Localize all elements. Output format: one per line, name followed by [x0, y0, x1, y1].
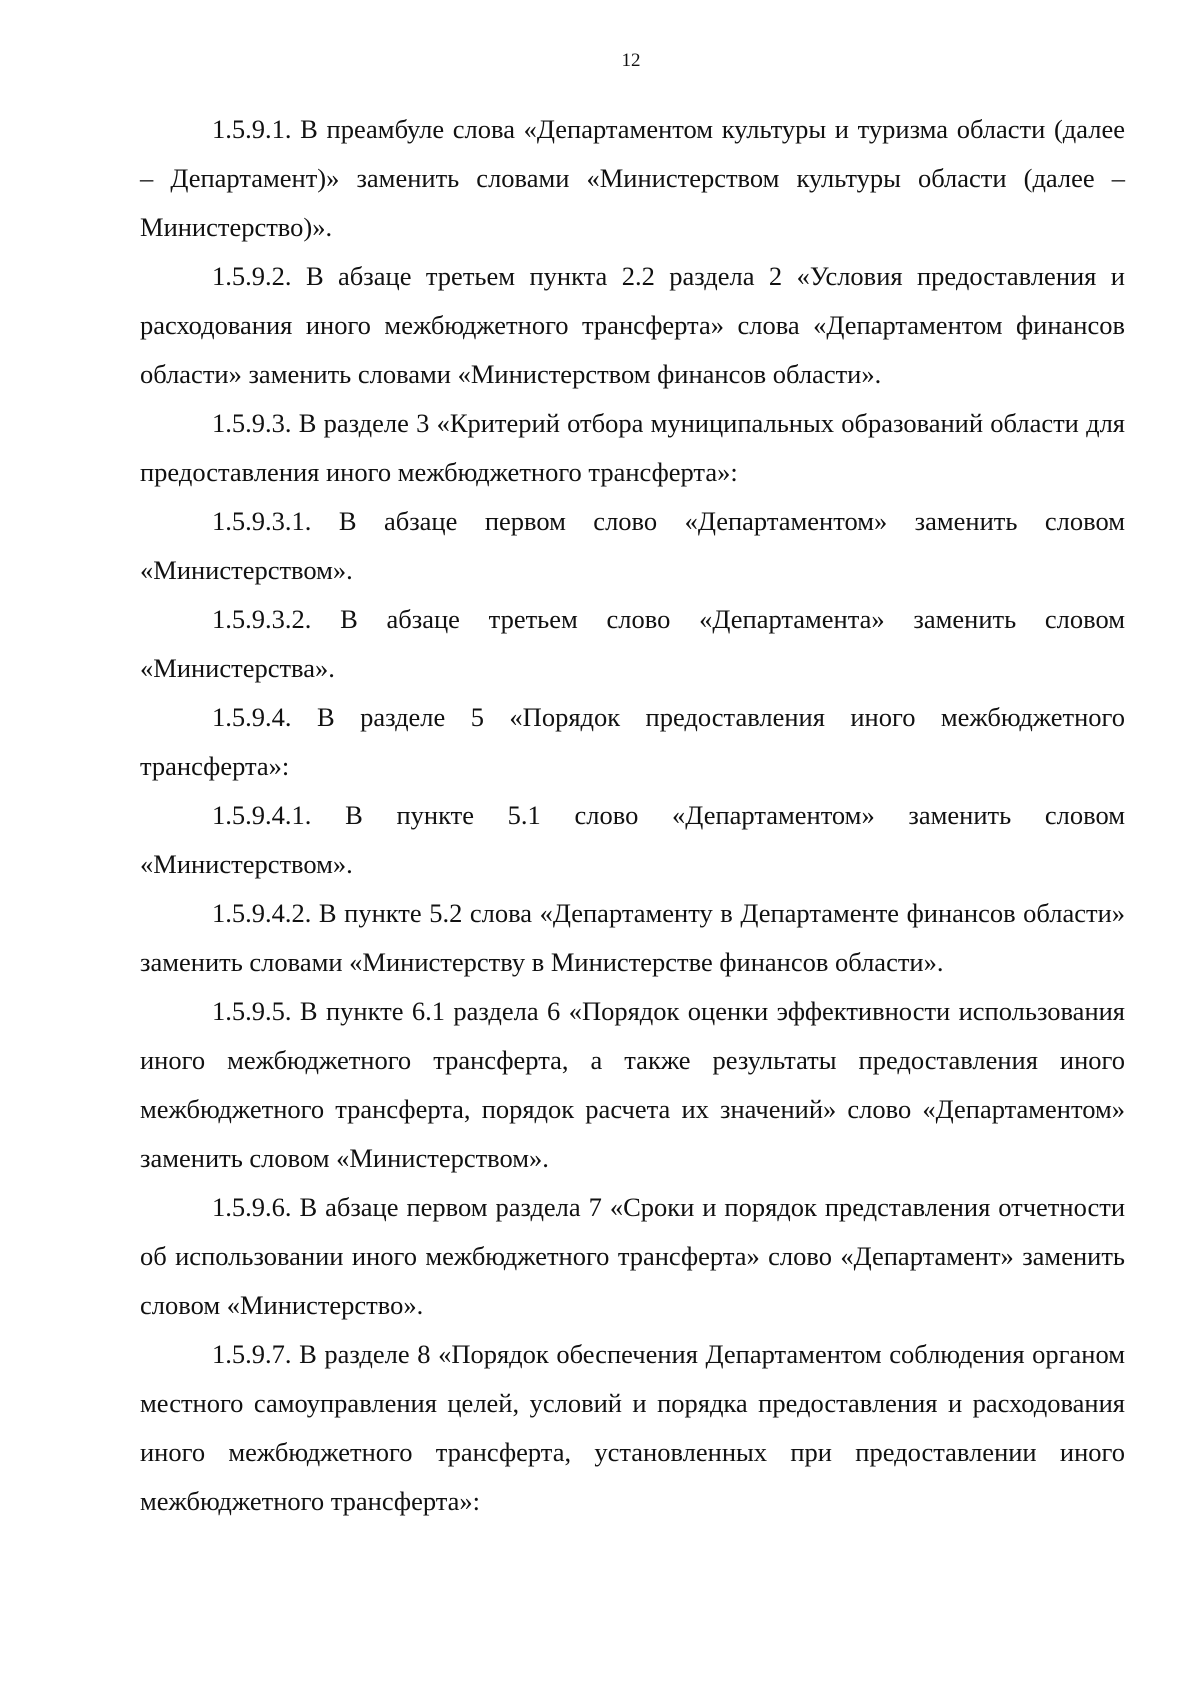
paragraph-1-5-9-4-2: 1.5.9.4.2. В пункте 5.2 слова «Департаменту в Департаменте финансов области» заменить словами «Министерству в Министерстве финансов области».	[140, 898, 1125, 977]
paragraph-1-5-9-4: 1.5.9.4. В разделе 5 «Порядок предоставления иного межбюджетного трансферта»:	[140, 702, 1125, 781]
paragraph-1-5-9-6: 1.5.9.6. В абзаце первом раздела 7 «Сроки и порядок представления отчетности об использовании иного межбюджетного трансферта» слово «Департамент» заменить словом «Министерство».	[140, 1192, 1125, 1320]
paragraph-1-5-9-4-1: 1.5.9.4.1. В пункте 5.1 слово «Департаментом» заменить словом «Министерством».	[140, 800, 1125, 879]
paragraph-1-5-9-2: 1.5.9.2. В абзаце третьем пункта 2.2 раздела 2 «Условия предоставления и расходования иного межбюджетного трансферта» слова «Департаментом финансов области» заменить словами «Министерством финансов области».	[140, 261, 1125, 389]
paragraph-1-5-9-1: 1.5.9.1. В преамбуле слова «Департаментом культуры и туризма области (далее – Департамент)» заменить словами «Министерством культуры области (далее – Министерство)».	[140, 114, 1125, 242]
page-number: 12	[621, 50, 641, 71]
paragraph-1-5-9-3: 1.5.9.3. В разделе 3 «Критерий отбора муниципальных образований области для предоставления иного межбюджетного трансферта»:	[140, 408, 1125, 487]
paragraph-1-5-9-5: 1.5.9.5. В пункте 6.1 раздела 6 «Порядок оценки эффективности использования иного межбюджетного трансферта, а также результаты предоставления иного межбюджетного трансферта, порядок расчета их значений» слово «Департаментом» заменить словом «Министерством».	[140, 996, 1125, 1173]
paragraph-1-5-9-7: 1.5.9.7. В разделе 8 «Порядок обеспечения Департаментом соблюдения органом местного самоуправления целей, условий и порядка предоставления и расходования иного межбюджетного трансферта, установленных при предоставлении иного межбюджетного трансферта»:	[140, 1339, 1125, 1516]
document-body	[140, 105, 1125, 1526]
paragraph-1-5-9-3-1: 1.5.9.3.1. В абзаце первом слово «Департаментом» заменить словом «Министерством».	[140, 506, 1125, 585]
paragraph-1-5-9-3-2: 1.5.9.3.2. В абзаце третьем слово «Департамента» заменить словом «Министерства».	[140, 604, 1125, 683]
